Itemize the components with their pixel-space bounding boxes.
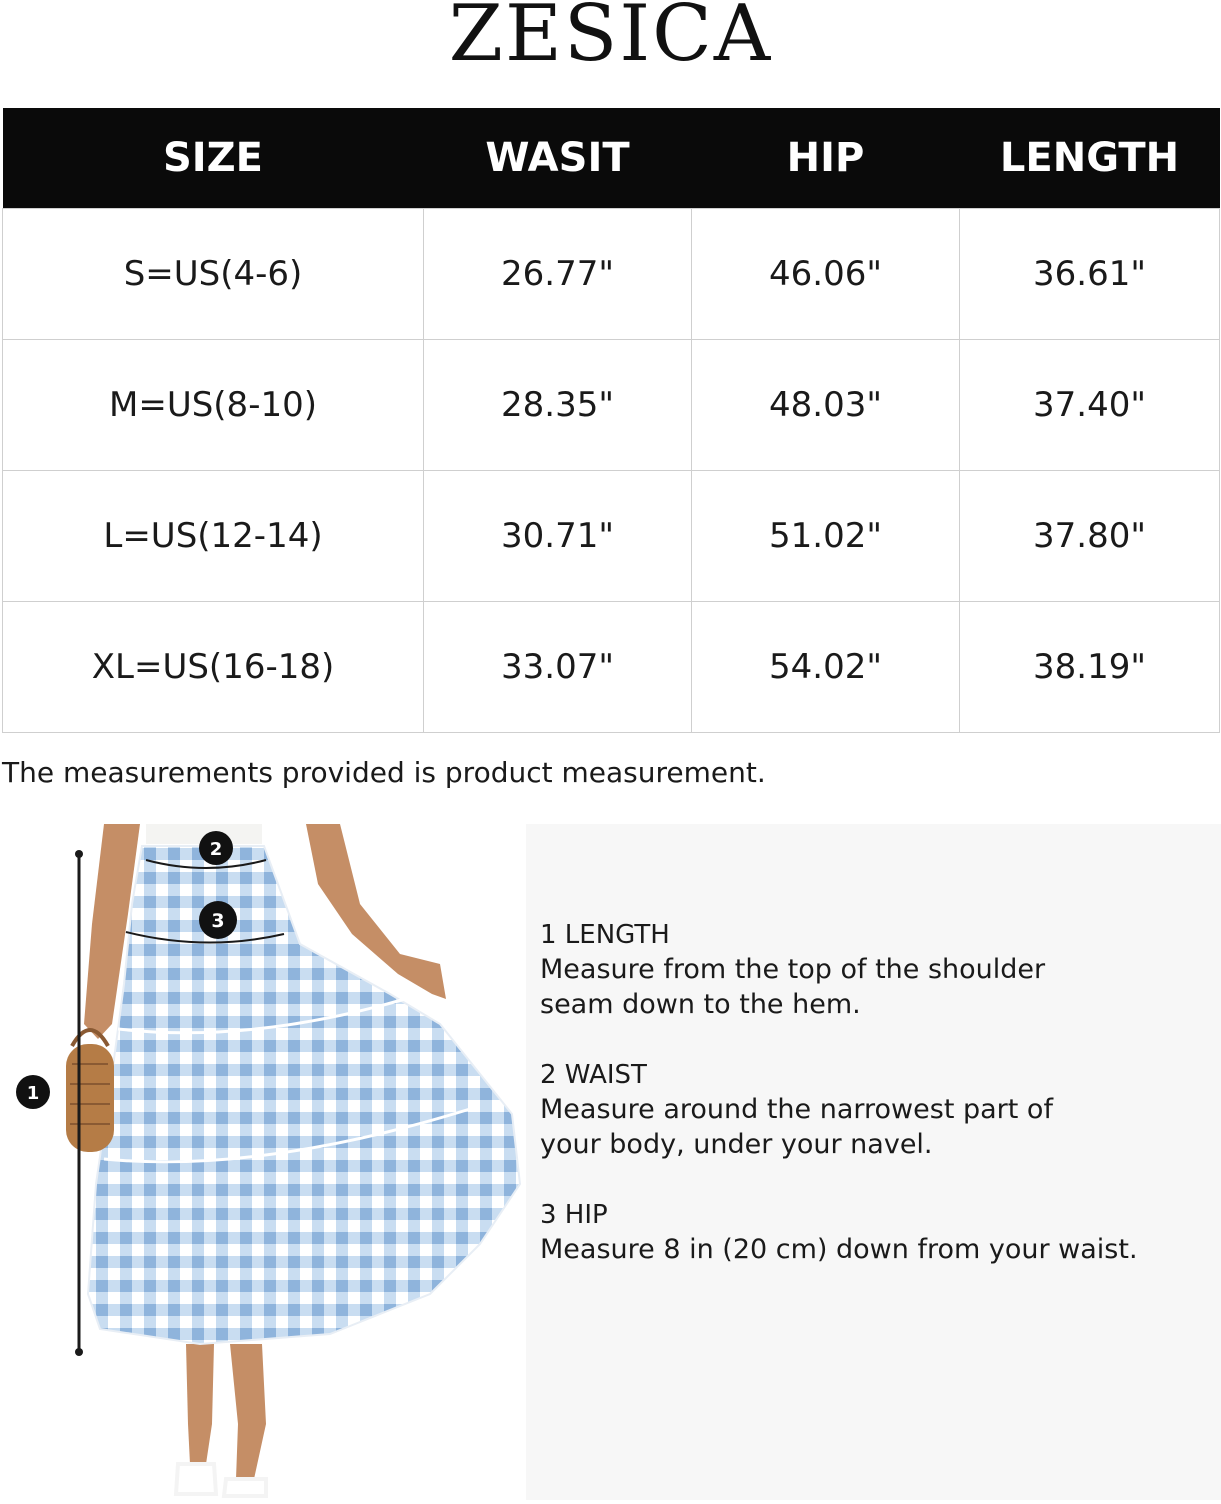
instruction-title: 1 LENGTH: [540, 920, 670, 950]
length-line-bottom-dot: [75, 1348, 83, 1356]
table-row: [3, 340, 1220, 471]
measurement-guide-panel: [526, 824, 1221, 1500]
cell-waist: 30.71": [424, 471, 692, 602]
cell-length: 36.61": [960, 209, 1220, 340]
table-header-row: [3, 108, 1220, 209]
measurement-note: The measurements provided is product measurement.: [2, 756, 766, 789]
marker-1-label: 1: [26, 1083, 40, 1104]
left-leg: [186, 1344, 214, 1464]
cell-size: L=US(12-14): [3, 471, 424, 602]
instruction-line: Measure 8 in (20 cm) down from your waist.: [540, 1234, 1138, 1265]
instruction-title: 2 WAIST: [540, 1060, 647, 1090]
cell-length: 38.19": [960, 602, 1220, 733]
instruction-line: seam down to the hem.: [540, 989, 861, 1020]
length-line-top-dot: [75, 850, 83, 858]
gingham-skirt: [88, 846, 520, 1344]
size-chart-table: [2, 108, 1220, 733]
cell-length: 37.40": [960, 340, 1220, 471]
cell-size: S=US(4-6): [3, 209, 424, 340]
table-row: [3, 209, 1220, 340]
left-sandal: [176, 1464, 216, 1494]
right-sandal: [224, 1479, 266, 1496]
instruction-line: your body, under your navel.: [540, 1129, 933, 1160]
straw-bag: [66, 1030, 114, 1152]
marker-3-label: 3: [211, 910, 225, 932]
right-leg: [230, 1344, 266, 1479]
table-row: [3, 471, 1220, 602]
instruction-line: Measure around the narrowest part of: [540, 1094, 1053, 1125]
header-hip: HIP: [692, 108, 960, 209]
cell-waist: 28.35": [424, 340, 692, 471]
cell-hip: 46.06": [692, 209, 960, 340]
cell-hip: 54.02": [692, 602, 960, 733]
header-waist: WASIT: [424, 108, 692, 209]
header-length: LENGTH: [960, 108, 1220, 209]
cell-hip: 48.03": [692, 340, 960, 471]
table-row: [3, 602, 1220, 733]
marker-2-label: 2: [209, 839, 223, 860]
cell-hip: 51.02": [692, 471, 960, 602]
cell-length: 37.80": [960, 471, 1220, 602]
brand-logo: ZESICA: [448, 0, 773, 79]
instruction-waist: [540, 1058, 1200, 1162]
cell-size: M=US(8-10): [3, 340, 424, 471]
cell-waist: 26.77": [424, 209, 692, 340]
model-illustration: [0, 824, 526, 1500]
cell-size: XL=US(16-18): [3, 602, 424, 733]
instruction-length: [540, 918, 1200, 1022]
instruction-title: 3 HIP: [540, 1200, 608, 1230]
instruction-line: Measure from the top of the shoulder: [540, 954, 1046, 985]
cell-waist: 33.07": [424, 602, 692, 733]
header-size: SIZE: [3, 108, 424, 209]
model-photo: [0, 824, 526, 1500]
instruction-hip: [540, 1198, 1200, 1267]
